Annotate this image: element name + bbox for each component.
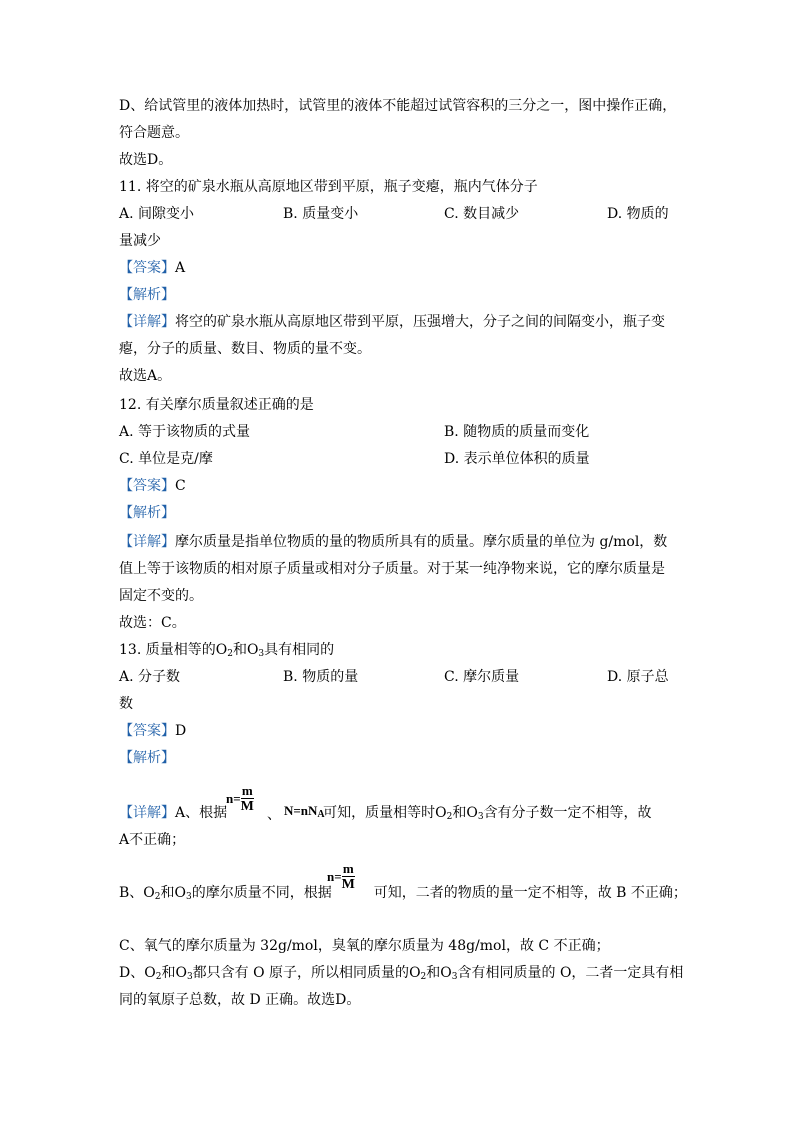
detail-tag: 【详解】	[119, 805, 175, 821]
question-12: 12. 有关摩尔质量叙述正确的是	[119, 397, 314, 413]
detail-line: 【详解】摩尔质量是指单位物质的量的物质所具有的质量。摩尔质量的单位为 g/mol，数	[119, 534, 668, 550]
text-line: 固定不变的。	[119, 588, 203, 604]
question-11: 11. 将空的矿泉水瓶从高原地区带到平原，瓶子变瘪，瓶内气体分子	[119, 179, 538, 195]
formula-n-equals-m-over-M: n= $\frac{m}{M}$	[327, 861, 355, 892]
option-a: A. 等于该物质的式量	[119, 424, 251, 440]
analysis-tag: 【解析】	[119, 505, 175, 521]
text-line: C、氧气的摩尔质量为 32g/mol，臭氧的摩尔质量为 48g/mol，故 C 不正确；	[119, 938, 610, 954]
analysis-tag: 【解析】	[119, 750, 175, 766]
option-d-cont: 量减少	[119, 233, 161, 249]
text-line: 瘪，分子的质量、数目、物质的量不变。	[119, 341, 371, 357]
text-line: D、$O_2$和$O_3$都只含有 O 原子，所以相同质量的$O_2$和$O_3$含有相同质量的 O，二者一定具有相	[119, 965, 684, 982]
text-line: 故选A。	[119, 368, 172, 384]
formula-N-equals-nNA: $N=nN_A$	[284, 803, 325, 820]
option-d: D. 表示单位体积的质量	[444, 451, 590, 467]
answer-tag: 【答案】	[119, 723, 175, 739]
answer-value: C	[175, 478, 186, 494]
detail-line: 【详解】将空的矿泉水瓶从高原地区带到平原，压强增大，分子之间的间隔变小，瓶子变	[119, 314, 665, 330]
text-line: 值上等于该物质的相对原子质量或相对分子质量。对于某一纯净物来说，它的摩尔质量是	[119, 561, 665, 577]
answer-line	[119, 477, 186, 495]
option-c: C. 单位是克/摩	[119, 451, 213, 467]
option-b: B. 质量变小	[283, 206, 359, 222]
answer-value: D	[175, 723, 187, 739]
option-a: A. 间隙变小	[119, 206, 195, 222]
option-d-cont: 数	[119, 696, 133, 712]
option-b: B. 随物质的质量而变化	[444, 424, 590, 440]
answer-tag: 【答案】	[119, 478, 175, 494]
option-d: D. 原子总	[607, 669, 669, 685]
option-c: C. 摩尔质量	[444, 669, 520, 685]
text-line: 故选：C。	[119, 615, 186, 631]
answer-value: A	[175, 260, 186, 276]
option-b: B. 物质的量	[283, 669, 359, 685]
option-a: A. 分子数	[119, 669, 181, 685]
text-line: 符合题意。	[119, 125, 189, 141]
detail-line: 【详解】A、根据 可知，质量相等时$O_2$和$O_3$含有分子数一定不相等，故	[119, 805, 652, 822]
option-d: D. 物质的	[607, 206, 669, 222]
formula-separator: 、	[267, 807, 281, 823]
formula-n-equals-m-over-M: n= $\frac{m}{M}$	[226, 783, 254, 814]
answer-line	[119, 259, 185, 277]
text-line: 同的氧原子总数，故 D 正确。故选D。	[119, 992, 361, 1008]
text-line: A不正确；	[119, 832, 186, 848]
detail-tag: 【详解】	[119, 534, 175, 550]
text-line: 故选D。	[119, 152, 173, 168]
question-13: 13. 质量相等的$O_2$和$O_3$具有相同的	[119, 642, 335, 659]
answer-line	[119, 722, 186, 740]
answer-tag: 【答案】	[119, 260, 175, 276]
detail-tag: 【详解】	[119, 314, 175, 330]
analysis-tag: 【解析】	[119, 287, 175, 303]
text-line: B、$O_2$和$O_3$的摩尔质量不同，根据 可知，二者的物质的量一定不相等，故 B 不正确；	[119, 885, 687, 902]
option-c: C. 数目减少	[444, 206, 520, 222]
text-line: D、给试管里的液体加热时，试管里的液体不能超过试管容积的三分之一，图中操作正确，	[119, 98, 677, 114]
